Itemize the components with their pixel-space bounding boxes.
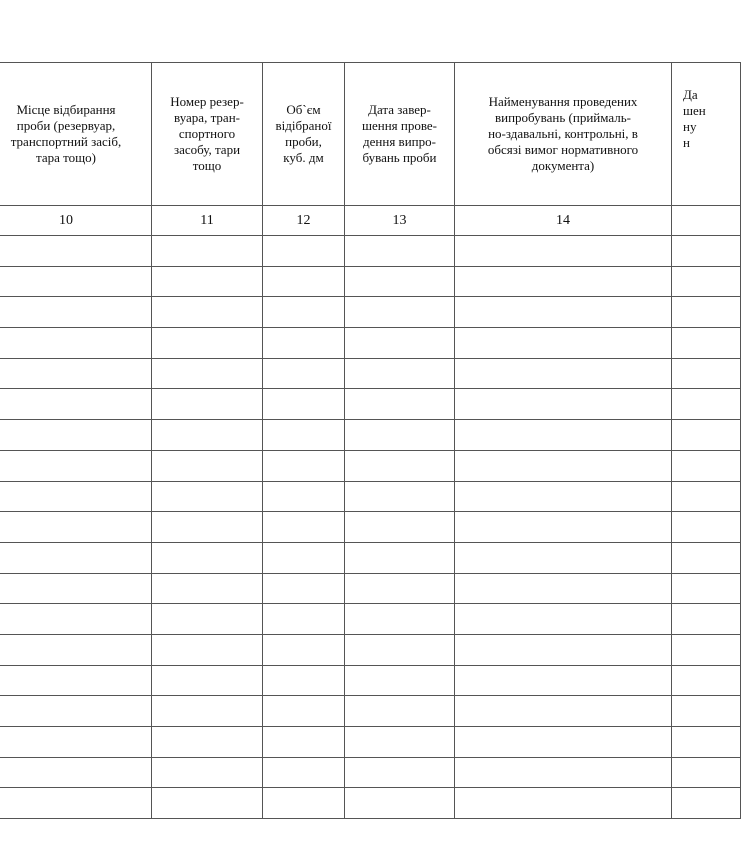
table-cell bbox=[263, 757, 345, 788]
table-cell bbox=[455, 542, 672, 573]
table-cell bbox=[152, 604, 263, 635]
table-cell bbox=[152, 634, 263, 665]
table-cell bbox=[345, 358, 455, 389]
table-cell bbox=[672, 266, 741, 297]
table-cell bbox=[152, 236, 263, 267]
table-cell bbox=[0, 542, 152, 573]
table-cell bbox=[0, 266, 152, 297]
header-text: Дата завер- шення прове- дення випро- бувань проби bbox=[361, 102, 438, 165]
table-row bbox=[0, 297, 741, 328]
table-row bbox=[0, 727, 741, 758]
table-cell bbox=[0, 389, 152, 420]
table-row bbox=[0, 328, 741, 359]
table-cell bbox=[263, 481, 345, 512]
table-row bbox=[0, 634, 741, 665]
table-cell bbox=[263, 389, 345, 420]
table-cell bbox=[263, 573, 345, 604]
table-cell bbox=[672, 481, 741, 512]
table-cell bbox=[672, 604, 741, 635]
table-cell bbox=[152, 696, 263, 727]
table-cell bbox=[152, 481, 263, 512]
table-row bbox=[0, 757, 741, 788]
table-cell bbox=[672, 757, 741, 788]
table-cell bbox=[345, 788, 455, 819]
table-cell bbox=[152, 512, 263, 543]
table-cell bbox=[263, 358, 345, 389]
table-cell bbox=[345, 450, 455, 481]
table-cell bbox=[345, 542, 455, 573]
table-cell bbox=[0, 788, 152, 819]
table-row bbox=[0, 604, 741, 635]
table-cell bbox=[152, 573, 263, 604]
table-cell bbox=[455, 450, 672, 481]
table-cell bbox=[152, 665, 263, 696]
table-cell bbox=[672, 389, 741, 420]
table-cell bbox=[152, 358, 263, 389]
header-text: Номер резер- вуара, тран- спортного засобу, тари тощо bbox=[170, 94, 244, 173]
table-cell bbox=[152, 266, 263, 297]
table-row bbox=[0, 450, 741, 481]
table-cell bbox=[152, 450, 263, 481]
table-cell bbox=[345, 389, 455, 420]
table-cell bbox=[263, 266, 345, 297]
table-cell bbox=[0, 297, 152, 328]
table-cell bbox=[152, 420, 263, 451]
table-cell bbox=[263, 512, 345, 543]
header-cell-sample-volume bbox=[263, 63, 345, 206]
table-cell bbox=[0, 450, 152, 481]
table-row bbox=[0, 266, 741, 297]
header-cell-sampling-place bbox=[0, 63, 152, 206]
table-cell bbox=[455, 634, 672, 665]
column-number-cell: 14 bbox=[455, 206, 672, 236]
table-cell bbox=[345, 420, 455, 451]
table-row bbox=[0, 665, 741, 696]
table-cell bbox=[672, 420, 741, 451]
table-cell bbox=[672, 665, 741, 696]
table-cell bbox=[672, 788, 741, 819]
table-cell bbox=[263, 634, 345, 665]
column-number-row bbox=[0, 206, 741, 236]
table-cell bbox=[345, 727, 455, 758]
table-cell bbox=[455, 328, 672, 359]
table-cell bbox=[672, 542, 741, 573]
table-cell bbox=[455, 420, 672, 451]
table-cell bbox=[0, 604, 152, 635]
table-cell bbox=[672, 696, 741, 727]
table-row bbox=[0, 236, 741, 267]
table-cell bbox=[345, 573, 455, 604]
sample-register-table bbox=[0, 62, 741, 819]
table-cell bbox=[672, 236, 741, 267]
table-cell bbox=[455, 696, 672, 727]
table-cell bbox=[345, 266, 455, 297]
table-cell bbox=[152, 328, 263, 359]
table-cell bbox=[455, 481, 672, 512]
header-text: Місце відбирання проби (резервуар, транспортний засіб, тара тощо) bbox=[10, 102, 122, 165]
header-row bbox=[0, 63, 741, 206]
table-cell bbox=[263, 696, 345, 727]
table-cell bbox=[0, 696, 152, 727]
header-cell-tank-number bbox=[152, 63, 263, 206]
table-cell bbox=[0, 481, 152, 512]
table-cell bbox=[0, 727, 152, 758]
table-row bbox=[0, 696, 741, 727]
table-cell bbox=[345, 604, 455, 635]
table-cell bbox=[345, 328, 455, 359]
table-cell bbox=[672, 358, 741, 389]
table-cell bbox=[263, 236, 345, 267]
table-cell bbox=[345, 634, 455, 665]
table-cell bbox=[455, 266, 672, 297]
table-cell bbox=[263, 450, 345, 481]
table-row bbox=[0, 573, 741, 604]
table-cell bbox=[0, 512, 152, 543]
table-cell bbox=[152, 389, 263, 420]
table-cell bbox=[455, 757, 672, 788]
column-number-cell: 12 bbox=[263, 206, 345, 236]
table-cell bbox=[263, 665, 345, 696]
table-row bbox=[0, 512, 741, 543]
header-text: Об`єм відібраної проби, куб. дм bbox=[275, 102, 332, 165]
table-cell bbox=[345, 665, 455, 696]
table-row bbox=[0, 358, 741, 389]
table-row bbox=[0, 389, 741, 420]
table-cell bbox=[672, 297, 741, 328]
header-text: Да шен ну н bbox=[683, 87, 706, 150]
table-cell bbox=[672, 512, 741, 543]
table-cell bbox=[0, 634, 152, 665]
table-cell bbox=[345, 512, 455, 543]
table-cell bbox=[455, 236, 672, 267]
table-cell bbox=[455, 665, 672, 696]
table-cell bbox=[455, 727, 672, 758]
table-cell bbox=[0, 573, 152, 604]
header-cell-cut-off bbox=[672, 63, 741, 206]
table-cell bbox=[672, 634, 741, 665]
table-cell bbox=[263, 297, 345, 328]
table-row bbox=[0, 481, 741, 512]
table-cell bbox=[263, 604, 345, 635]
table-row bbox=[0, 420, 741, 451]
table-cell bbox=[455, 297, 672, 328]
table-cell bbox=[455, 573, 672, 604]
table-cell bbox=[345, 481, 455, 512]
table-cell bbox=[0, 757, 152, 788]
table-cell bbox=[152, 788, 263, 819]
header-text: Найменування проведених випробувань (приймаль- но-здавальні, контрольні, в обсязі вимог нормативного документа) bbox=[487, 94, 639, 173]
table-cell bbox=[455, 512, 672, 543]
table-cell bbox=[345, 297, 455, 328]
table-cell bbox=[152, 727, 263, 758]
table-cell bbox=[0, 328, 152, 359]
table-cell bbox=[455, 389, 672, 420]
table-cell bbox=[263, 328, 345, 359]
column-number-cell: 13 bbox=[345, 206, 455, 236]
column-number-cell: 10 bbox=[0, 206, 152, 236]
table-cell bbox=[0, 358, 152, 389]
table-cell bbox=[672, 328, 741, 359]
table-cell bbox=[672, 450, 741, 481]
table-cell bbox=[0, 236, 152, 267]
header-cell-test-end-date bbox=[345, 63, 455, 206]
table-cell bbox=[263, 788, 345, 819]
table-cell bbox=[152, 757, 263, 788]
table-cell bbox=[345, 236, 455, 267]
table-cell bbox=[345, 757, 455, 788]
column-number-cell bbox=[672, 206, 741, 236]
table-cell bbox=[345, 696, 455, 727]
table-row bbox=[0, 542, 741, 573]
table-cell bbox=[455, 604, 672, 635]
header-cell-tests-name bbox=[455, 63, 672, 206]
column-number-cell: 11 bbox=[152, 206, 263, 236]
table-cell bbox=[0, 420, 152, 451]
table-cell bbox=[263, 727, 345, 758]
table-cell bbox=[152, 542, 263, 573]
table-row bbox=[0, 788, 741, 819]
table-cell bbox=[0, 665, 152, 696]
table-cell bbox=[672, 727, 741, 758]
table-cell bbox=[263, 420, 345, 451]
table-cell bbox=[263, 542, 345, 573]
table-cell bbox=[455, 358, 672, 389]
table-cell bbox=[672, 573, 741, 604]
table-cell bbox=[455, 788, 672, 819]
table-cell bbox=[152, 297, 263, 328]
